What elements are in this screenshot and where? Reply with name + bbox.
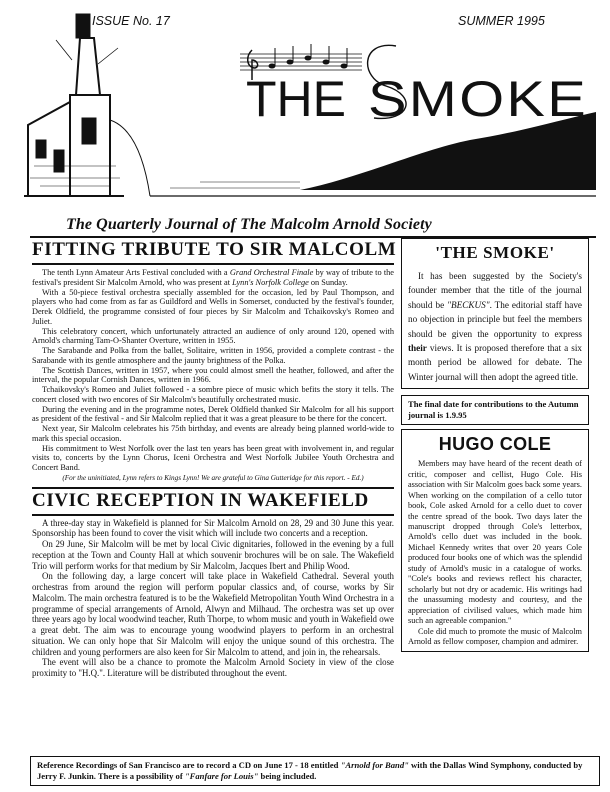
journal-tagline: The Quarterly Journal of The Malcolm Arnold Society: [66, 216, 432, 233]
tribute-paragraph: This celebratory concert, which unfortunately attracted an audience of only around 120, opened with Arnold's charming Tam-O-Shanter Overture, written in 1955.: [32, 326, 394, 346]
smoke-box-text: It has been suggested by the Society's founder member that the title of the journal should be "BECKUS". The editorial staff have no objection in principle but feel the members should be given the opportunity to express their views. It is proposed therefore that a six month period be allowed for debate. The Winter journal will then adopt the agreed title.: [408, 271, 582, 382]
tribute-paragraph: His commitment to West Norfolk over the last ten years has been great with involvement in, and regular visits to, concerts by the Lynn Chorus, Iceni Orchestra and West Norfolk Jubilee Youth Orchestra and Concert Band.: [32, 443, 394, 472]
hugo-article: [408, 459, 582, 647]
sea-lines: [170, 182, 300, 188]
civic-article: [32, 518, 394, 679]
engine-house-drawing: [24, 14, 150, 196]
tribute-paragraph: The tenth Lynn Amateur Arts Festival concluded with a Grand Orchestral Finale by way of tribute to the festival's president Sir Malcolm Arnold, who was present at Lynn's Norfolk College on Sunday.: [32, 268, 394, 287]
masthead-illustration: [0, 0, 610, 215]
hugo-paragraph: Cole did much to promote the music of Malcolm Arnold as fellow composer, champion and admirer.: [408, 626, 582, 646]
civic-paragraph: The event will also be a chance to promote the Malcolm Arnold Society in view of the close proximity to "H.Q.". Literature will be distributed throughout the event.: [32, 657, 394, 678]
tribute-paragraph: Tchaikovsky's Romeo and Juliet followed - a sombre piece of music which befits the story it tells. The concert closed with two encores of Sir Malcolm's beautifully orchestrated music.: [32, 385, 394, 404]
issue-season: SUMMER 1995: [458, 14, 545, 28]
tribute-credit: (For the uninitiated, Lynn refers to Kings Lynn! We are grateful to Gina Gutteridge for this report. - Ed.): [62, 473, 364, 482]
masthead-title-smoke: SMOKE: [368, 71, 588, 127]
right-column: [401, 238, 589, 652]
tribute-paragraph: The Sarabande and Polka from the ballet, Solitaire, written in 1956, provided a complete contrast - the Sarabande with its gentle atmosphere and the jaunty brightness of the Polka.: [32, 346, 394, 365]
civic-paragraph: A three-day stay in Wakefield is planned for Sir Malcolm Arnold on 28, 29 and 30 June this year. Sponsorship has been found to cover the visit which will include two concerts and a reception.: [32, 517, 394, 539]
tribute-paragraph: The Scottish Dances, written in 1957, where you could almost smell the heather, followed, and after the interval, the popular Cornish Dances, written in 1966.: [32, 365, 394, 385]
left-column: [32, 238, 397, 679]
tribute-paragraph: With a 50-piece festival orchestra specially assembled for the occasion, led by Paul Thompson, and players who had come from as far as Guildford and Wells in Somerset, conducted by the festival's founder, Derek Oldfield, the programme consisted of four pieces by Sir Malcolm and Tchaikovsky's Romeo and Juliet.: [32, 287, 394, 326]
civic-heading: CIVIC RECEPTION IN WAKEFIELD: [32, 489, 369, 511]
civic-paragraph: On the following day, a large concert will take place in Wakefield Cathedral. Several youth orchestras from around the region will perform popular classics and, of course, works by Sir Malcolm. The main orchestra featured is to be the Wakefield Metropolitan Youth Wind Orchestra in a programme of special arrangements of Arnold, Alwyn and Milhaud. The orchestra was set up over three years ago by local woodwind teacher, Ruth Thorpe, to whom music and youth in Wakefield owe a great debt. The aim was to encourage young woodwind players to perform in an orchestral situation. We can only hope that Sir Malcolm will enjoy the unique sound of this orchestra. The children and young performers are also keen for Sir Malcolm to attend, and join in, the rehearsals.: [32, 571, 394, 657]
hugo-heading: HUGO COLE: [438, 434, 552, 455]
hugo-cole-box: [401, 429, 589, 652]
deadline-notice: The final date for contributions to the Autumn journal is 1.9.95: [401, 395, 589, 425]
tribute-paragraph: Next year, Sir Malcolm celebrates his 75th birthday, and events are already being planned world-wide to mark this special occasion.: [32, 424, 394, 443]
tribute-paragraph: During the evening and in the programme notes, Derek Oldfield thanked Sir Malcolm for all his support as president of the festival - and Sir Malcolm replied that it was a great pleasure to be there for the concert.: [32, 404, 394, 424]
issue-number: ISSUE No. 17: [92, 14, 170, 28]
civic-paragraph: On 29 June, Sir Malcolm will be met by local Civic dignitaries, followed in the evening by a full reception at the Town and County Hall at which souvenir brochures will be on sale. The Wakefield Trio will perform works for that medium by Sir Malcolm, Jacques Ibert and Philip Wood.: [32, 539, 394, 571]
tribute-article: [32, 268, 394, 484]
tribute-rule: [32, 263, 394, 265]
civic-rule: [32, 514, 394, 516]
smoke-box-heading: 'THE SMOKE': [435, 243, 555, 262]
recording-notice: Reference Recordings of San Francisco are to record a CD on June 17 - 18 entitled "Arnold for Band" with the Dallas Wind Symphony, conducted by Jerry F. Junkin. There is a possibility of "Fanfare for Louis" being included.: [30, 756, 600, 786]
hugo-paragraph: Members may have heard of the recent death of critic, composer and cellist, Hugo Cole. His association with Sir Malcolm goes back some years. When working on the compilation of a cello tutor book, Cole asked Arnold for a cello duet to cover the centre spread of the book. Two days later the manuscript dropped through Cole's letterbox, Arnold's cello duet was included in the book. Michael Kennedy writes that over 20 years Cole produced four books one of which was the splendid study of Arnold's music in a catalogue of works. "Cole's books and reviews reflect his character, scholarly but not dry or academic. His writings had the unassuming modesty and courtesy, and the appreciation of civilised values, which made him such an agreeable companion.": [408, 459, 582, 626]
tribute-heading: FITTING TRIBUTE TO SIR MALCOLM: [32, 239, 397, 260]
smoke-title-box: [401, 238, 589, 389]
masthead-title-the: THE: [246, 71, 346, 127]
